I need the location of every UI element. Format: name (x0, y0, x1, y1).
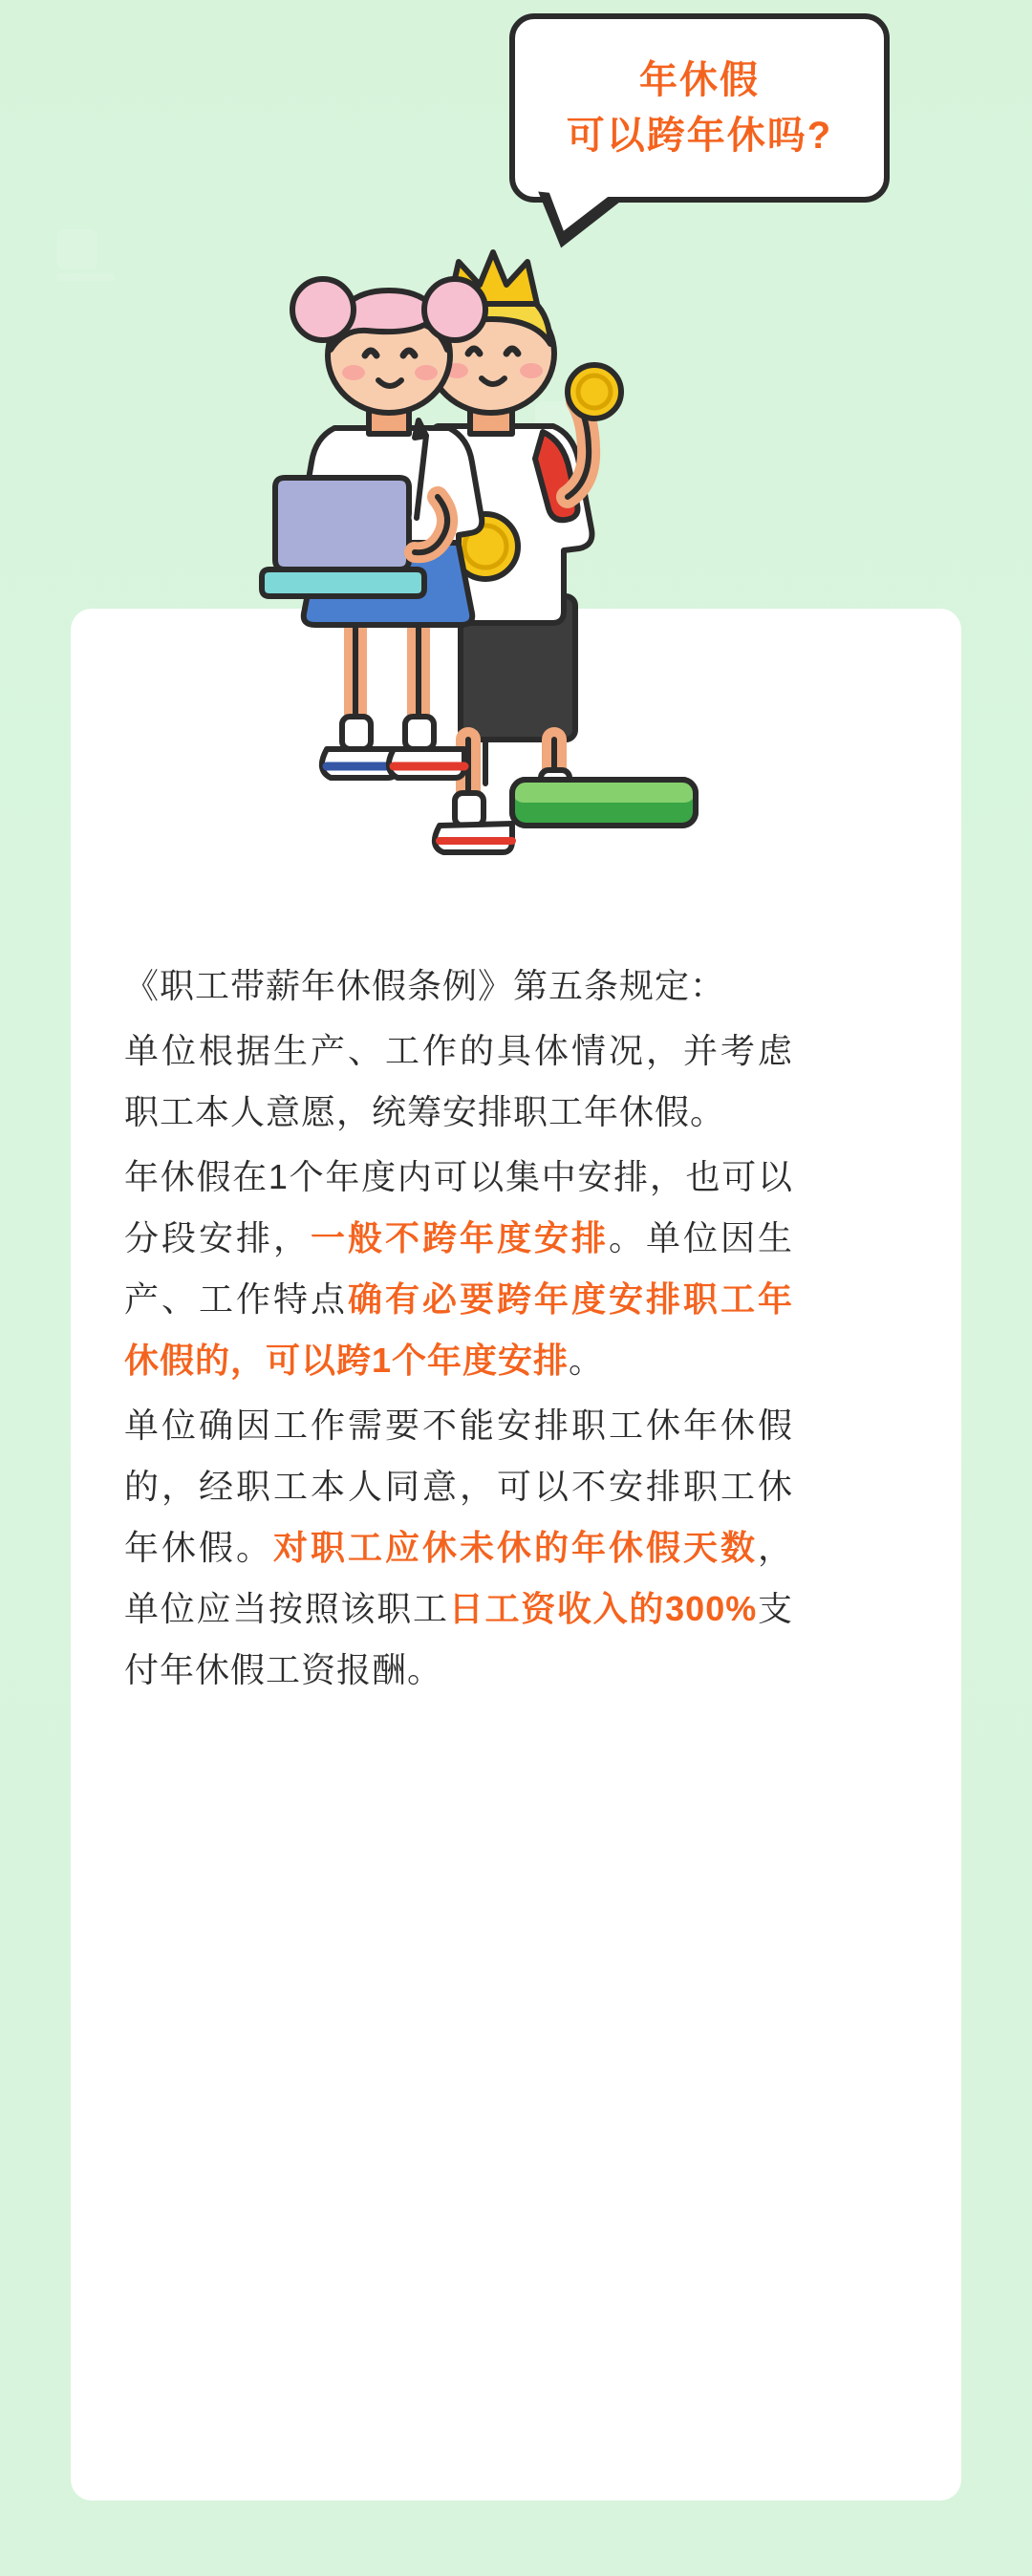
plain-text: 。 (569, 1341, 605, 1380)
illustration-two-characters (182, 210, 850, 898)
plain-text: 单位根据生产、工作的具体情况，并考虑职工本人意愿，统筹安排职工年休假。 (124, 1031, 793, 1131)
body-text (124, 955, 793, 1705)
speech-bubble-line-2: 可以跨年休吗? (566, 115, 833, 157)
paragraph (124, 955, 793, 1017)
plain-text: 单位确因工作需要不能安排职工休年休假的，经职工本人同意，可以不安排职工休年休假。 (124, 1406, 793, 1567)
highlighted-text: 一般不跨年度安排 (311, 1218, 609, 1257)
plain-text: 年休假在1个年度内可以集中安排，也可以分段安排， (124, 1157, 793, 1257)
plain-text: 。单位因生产、工作特点 (124, 1218, 793, 1319)
speech-bubble (509, 13, 890, 203)
plain-text: 《职工带薪年休假条例》第五条规定： (124, 966, 726, 1005)
highlighted-text: 对职工应休未休的年休假天数 (273, 1528, 758, 1567)
highlighted-text: 确有必要跨年度安排职工年休假的，可以跨1个年度安排 (124, 1279, 793, 1380)
paragraph (124, 1020, 793, 1143)
plain-text: 支付年休假工资报酬。 (124, 1589, 793, 1689)
speech-bubble-line-1: 年休假 (639, 59, 760, 101)
paragraph (124, 1395, 793, 1701)
plain-text: ，单位应当按照该职工 (124, 1528, 793, 1628)
paragraph (124, 1147, 793, 1391)
highlighted-text: 日工资收入的300% (448, 1589, 758, 1628)
